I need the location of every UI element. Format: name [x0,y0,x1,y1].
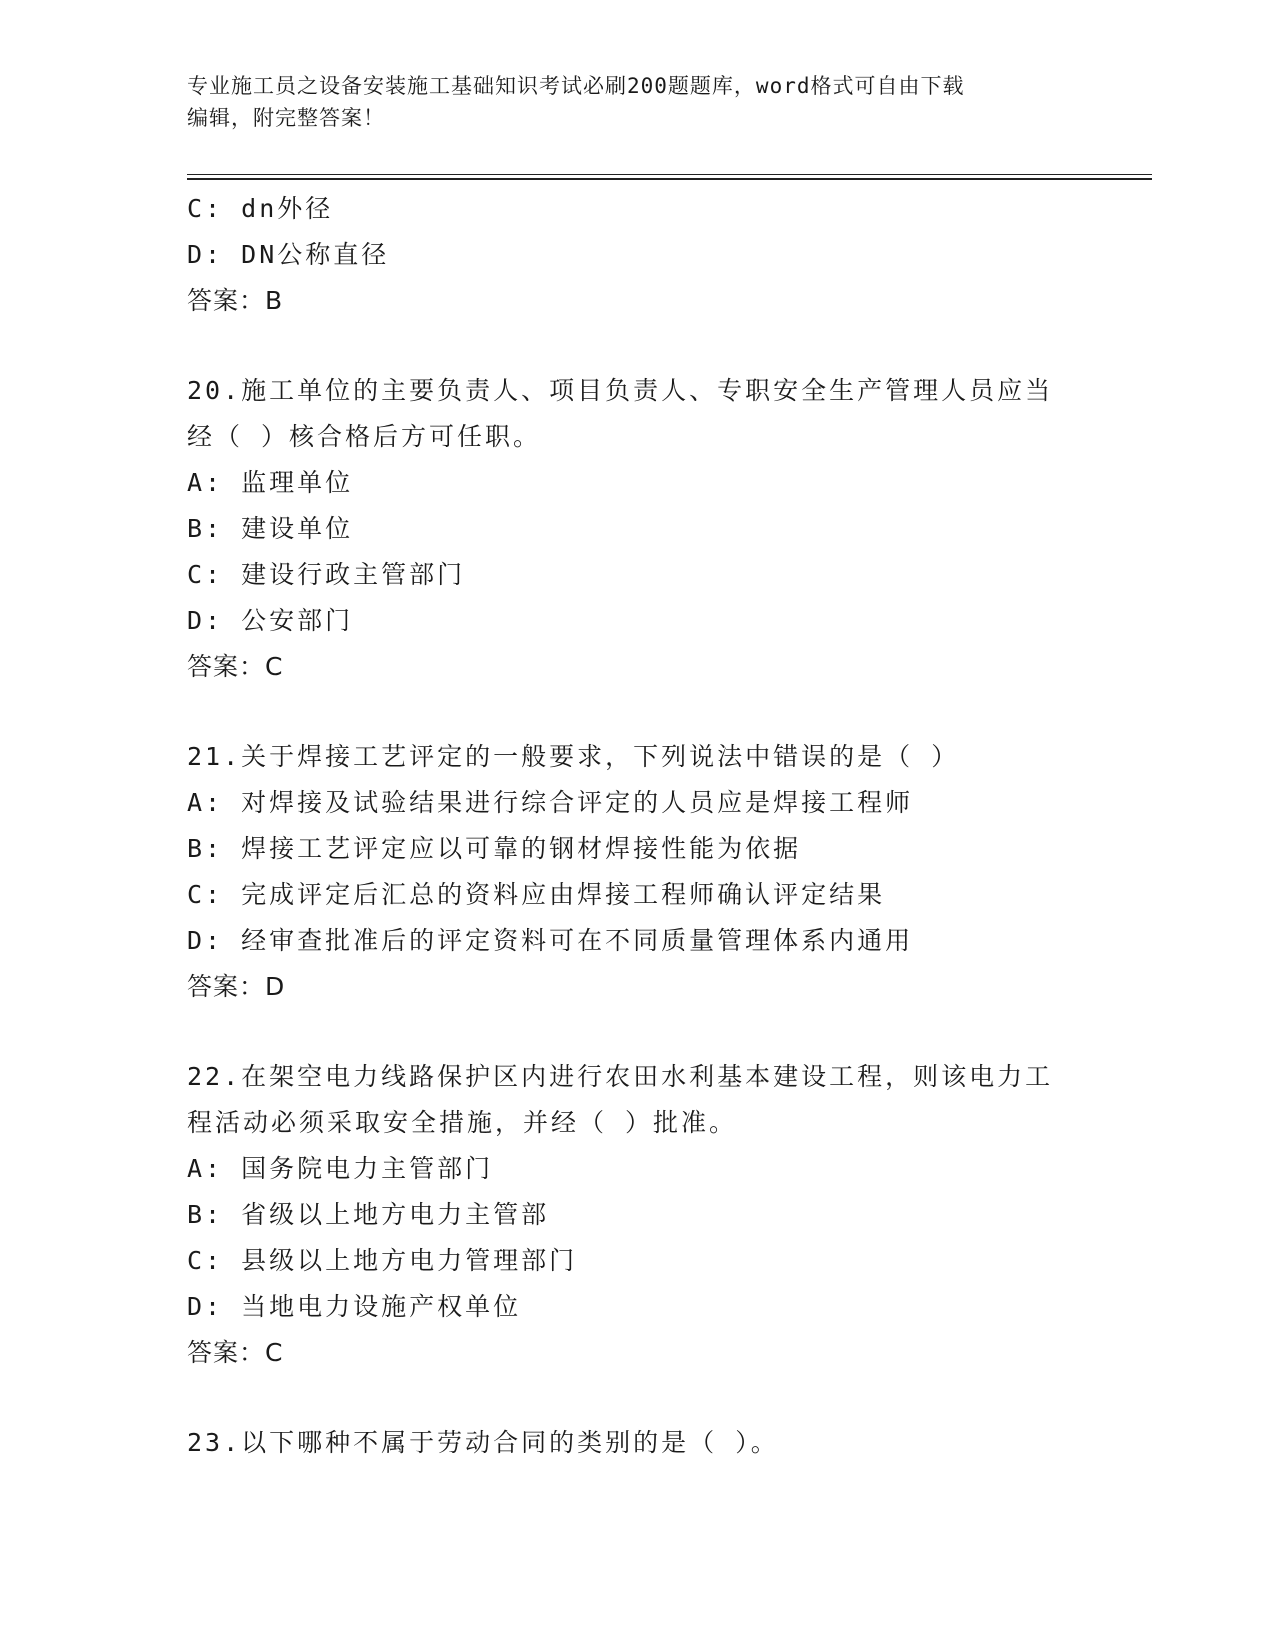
question-block-20 [187,368,1147,690]
option-b: B: 建设单位 [187,514,354,543]
question-block-21 [187,734,1147,1010]
option-c: C: 建设行政主管部门 [187,560,466,589]
question-block-22 [187,1054,1147,1376]
option-d: D: 当地电力设施产权单位 [187,1292,522,1321]
question-text: 22.在架空电力线路保护区内进行农田水利基本建设工程，则该电力工 [187,1062,1054,1091]
option-d: D: 公安部门 [187,606,354,635]
question-text: 23.以下哪种不属于劳动合同的类别的是（ ）。 [187,1428,779,1457]
option-a: A: 监理单位 [187,468,354,497]
header-divider-thin [187,174,1152,175]
question-text-continued: 程活动必须采取安全措施，并经（ ）批准。 [187,1108,738,1137]
answer-line: 答案：C [187,652,284,681]
answer-line: 答案：B [187,286,284,315]
answer-line: 答案：C [187,1338,284,1367]
option-c: C: dn外径 [187,194,334,223]
option-c: C: 完成评定后汇总的资料应由焊接工程师确认评定结果 [187,880,886,909]
option-a: A: 对焊接及试验结果进行综合评定的人员应是焊接工程师 [187,788,914,817]
header-divider-thick [187,178,1152,180]
question-text: 21.关于焊接工艺评定的一般要求，下列说法中错误的是（ ） [187,742,960,771]
question-list [187,186,1147,1466]
question-block-19 [187,186,1147,324]
question-text-continued: 经（ ）核合格后方可任职。 [187,422,542,451]
header-line-2: 编辑，附完整答案！ [187,106,385,130]
option-a: A: 国务院电力主管部门 [187,1154,494,1183]
option-c: C: 县级以上地方电力管理部门 [187,1246,578,1275]
option-d: D: DN公称直径 [187,240,390,269]
option-b: B: 焊接工艺评定应以可靠的钢材焊接性能为依据 [187,834,802,863]
answer-line: 答案：D [187,972,286,1001]
question-text: 20.施工单位的主要负责人、项目负责人、专职安全生产管理人员应当 [187,376,1054,405]
option-b: B: 省级以上地方电力主管部 [187,1200,550,1229]
option-d: D: 经审查批准后的评定资料可在不同质量管理体系内通用 [187,926,914,955]
header-line-1: 专业施工员之设备安装施工基础知识考试必刷200题题库，word格式可自由下载 [187,74,965,98]
question-block-23 [187,1420,1147,1466]
document-header [187,70,1087,134]
